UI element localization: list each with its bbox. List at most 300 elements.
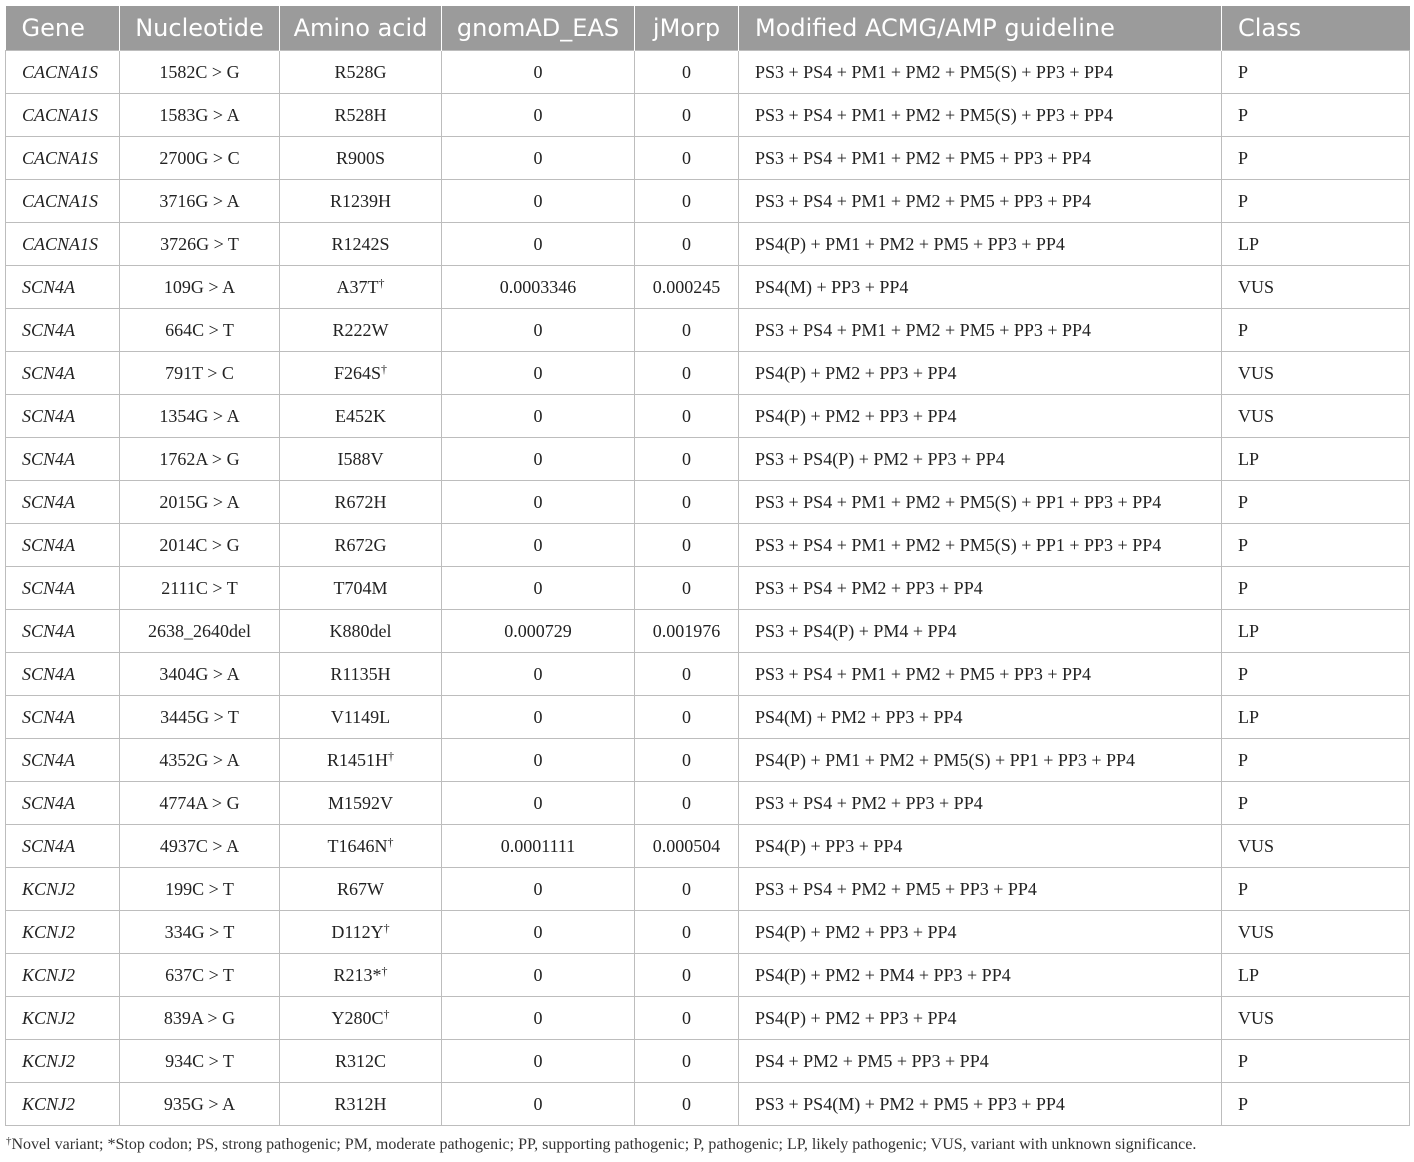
cell-gene-text: CACNA1S [22, 147, 99, 168]
cell-gene [6, 954, 120, 997]
footnote-mark: † [6, 1135, 12, 1147]
cell-amino-acid [280, 481, 442, 524]
cell-jmorp-text: 0 [682, 749, 691, 770]
cell-class-text: P [1238, 1050, 1249, 1071]
cell-gnomad-eas [442, 1083, 635, 1126]
cell-gene [6, 481, 120, 524]
cell-guideline-text: PS4(P) + PM2 + PP3 + PP4 [755, 1007, 957, 1028]
cell-amino-acid-text: Y280C [331, 1007, 384, 1028]
cell-amino-acid-text: T704M [333, 577, 388, 598]
cell-nucleotide-text: 1582C > G [159, 61, 240, 82]
cell-nucleotide-text: 934C > T [165, 1050, 234, 1071]
cell-class-text: P [1238, 1093, 1249, 1114]
cell-gene [6, 223, 120, 266]
cell-nucleotide [120, 696, 280, 739]
cell-jmorp [635, 180, 739, 223]
cell-guideline-text: PS3 + PS4(M) + PM2 + PM5 + PP3 + PP4 [755, 1093, 1065, 1114]
cell-jmorp-text: 0 [682, 663, 691, 684]
cell-jmorp-text: 0 [682, 792, 691, 813]
cell-class [1222, 1083, 1410, 1126]
cell-gnomad-eas [442, 180, 635, 223]
cell-class [1222, 137, 1410, 180]
cell-nucleotide [120, 997, 280, 1040]
cell-jmorp [635, 1083, 739, 1126]
cell-guideline-text: PS3 + PS4 + PM1 + PM2 + PM5 + PP3 + PP4 [755, 147, 1092, 168]
cell-nucleotide [120, 1083, 280, 1126]
cell-gnomad-eas-text: 0 [533, 1007, 543, 1028]
cell-amino-acid [280, 610, 442, 653]
cell-nucleotide [120, 1040, 280, 1083]
cell-guideline-text: PS3 + PS4 + PM1 + PM2 + PM5(S) + PP1 + PP3 + PP4 [755, 534, 1162, 555]
cell-class-text: P [1238, 577, 1249, 598]
cell-guideline-text: PS3 + PS4 + PM2 + PM5 + PP3 + PP4 [755, 878, 1037, 899]
cell-guideline [739, 137, 1222, 180]
cell-guideline-text: PS4(P) + PM2 + PP3 + PP4 [755, 921, 957, 942]
cell-guideline-text: PS4(M) + PP3 + PP4 [755, 276, 909, 297]
cell-gene [6, 739, 120, 782]
cell-class-text: LP [1238, 233, 1260, 254]
cell-guideline-text: PS4(P) + PM2 + PM4 + PP3 + PP4 [755, 964, 1011, 985]
cell-nucleotide [120, 825, 280, 868]
cell-class-text: LP [1238, 706, 1260, 727]
cell-gnomad-eas [442, 266, 635, 309]
variant-table [5, 6, 1410, 1126]
cell-gnomad-eas [442, 137, 635, 180]
cell-amino-acid-text: R528H [334, 104, 387, 125]
cell-guideline [739, 610, 1222, 653]
cell-nucleotide-text: 2700G > C [159, 147, 240, 168]
cell-gnomad-eas-text: 0 [533, 104, 543, 125]
cell-gnomad-eas-text: 0 [533, 1050, 543, 1071]
cell-amino-acid-text: I588V [337, 448, 384, 469]
cell-nucleotide-text: 4937C > A [159, 835, 240, 856]
cell-gnomad-eas [442, 868, 635, 911]
cell-guideline-text: PS3 + PS4 + PM1 + PM2 + PM5 + PP3 + PP4 [755, 663, 1092, 684]
cell-class [1222, 782, 1410, 825]
cell-nucleotide [120, 524, 280, 567]
cell-guideline-text: PS3 + PS4 + PM2 + PP3 + PP4 [755, 577, 983, 598]
cell-class [1222, 911, 1410, 954]
cell-gnomad-eas [442, 997, 635, 1040]
cell-jmorp [635, 653, 739, 696]
cell-guideline-text: PS4(P) + PM1 + PM2 + PM5(S) + PP1 + PP3 + PP4 [755, 749, 1136, 770]
table-row [6, 51, 1410, 94]
cell-amino-acid-text: E452K [335, 405, 386, 426]
cell-jmorp-text: 0 [682, 964, 691, 985]
cell-gene-text: CACNA1S [22, 104, 99, 125]
cell-nucleotide-text: 199C > T [165, 878, 234, 899]
cell-nucleotide [120, 94, 280, 137]
cell-guideline [739, 309, 1222, 352]
table-row [6, 94, 1410, 137]
cell-class [1222, 954, 1410, 997]
cell-class [1222, 352, 1410, 395]
table-row [6, 266, 1410, 309]
cell-gene-text: SCN4A [22, 706, 76, 727]
table-row [6, 223, 1410, 266]
cell-gnomad-eas-text: 0 [533, 663, 543, 684]
cell-amino-acid [280, 438, 442, 481]
cell-gene [6, 1040, 120, 1083]
cell-nucleotide-text: 839A > G [163, 1007, 236, 1028]
cell-gnomad-eas [442, 309, 635, 352]
cell-class-text: VUS [1238, 835, 1275, 856]
cell-guideline [739, 94, 1222, 137]
cell-gnomad-eas-text: 0.000729 [504, 620, 572, 641]
cell-guideline [739, 180, 1222, 223]
cell-gnomad-eas [442, 825, 635, 868]
cell-gnomad-eas-text: 0 [533, 1093, 543, 1114]
cell-nucleotide-text: 791T > C [165, 362, 234, 383]
cell-amino-acid [280, 868, 442, 911]
cell-gnomad-eas-text: 0 [533, 534, 543, 555]
cell-gene [6, 94, 120, 137]
cell-guideline-text: PS4 + PM2 + PM5 + PP3 + PP4 [755, 1050, 989, 1071]
cell-amino-acid [280, 1040, 442, 1083]
cell-amino-acid-text: V1149L [330, 706, 391, 727]
cell-gnomad-eas [442, 94, 635, 137]
table-row [6, 1040, 1410, 1083]
cell-amino-acid-text: M1592V [327, 792, 393, 813]
cell-jmorp [635, 782, 739, 825]
cell-gnomad-eas [442, 352, 635, 395]
cell-gene-text: SCN4A [22, 405, 76, 426]
cell-class-text: P [1238, 534, 1249, 555]
cell-gnomad-eas-text: 0 [533, 706, 543, 727]
cell-class [1222, 438, 1410, 481]
cell-gene-text: SCN4A [22, 792, 76, 813]
table-row [6, 180, 1410, 223]
cell-gnomad-eas-text: 0 [533, 61, 543, 82]
cell-gene-text: SCN4A [22, 835, 76, 856]
cell-gnomad-eas-text: 0 [533, 577, 543, 598]
cell-class-text: P [1238, 792, 1249, 813]
header-amino-acid: Amino acid [280, 6, 442, 51]
cell-gnomad-eas [442, 739, 635, 782]
cell-gnomad-eas [442, 911, 635, 954]
cell-class [1222, 524, 1410, 567]
cell-class [1222, 1040, 1410, 1083]
cell-gene [6, 180, 120, 223]
cell-guideline [739, 825, 1222, 868]
cell-class [1222, 51, 1410, 94]
cell-nucleotide [120, 567, 280, 610]
cell-gnomad-eas-text: 0 [533, 491, 543, 512]
cell-nucleotide [120, 352, 280, 395]
cell-amino-acid-text: R213* [333, 964, 382, 985]
cell-gene-text: CACNA1S [22, 61, 99, 82]
cell-amino-acid [280, 911, 442, 954]
novel-variant-mark: † [388, 748, 394, 763]
cell-gene [6, 1083, 120, 1126]
cell-jmorp-text: 0.000504 [652, 835, 721, 856]
table-row [6, 438, 1410, 481]
cell-guideline-text: PS4(P) + PM2 + PP3 + PP4 [755, 362, 957, 383]
cell-jmorp-text: 0 [682, 491, 691, 512]
cell-gnomad-eas-text: 0 [533, 147, 543, 168]
cell-amino-acid-text: R1135H [330, 663, 391, 684]
cell-amino-acid [280, 352, 442, 395]
cell-jmorp-text: 0 [682, 61, 691, 82]
cell-gnomad-eas-text: 0 [533, 964, 543, 985]
cell-jmorp [635, 266, 739, 309]
cell-amino-acid-text: R1239H [329, 190, 391, 211]
cell-amino-acid [280, 180, 442, 223]
cell-gnomad-eas-text: 0 [533, 319, 543, 340]
cell-nucleotide-text: 637C > T [165, 964, 234, 985]
cell-gnomad-eas [442, 610, 635, 653]
table-row [6, 137, 1410, 180]
cell-nucleotide-text: 3404G > A [159, 663, 240, 684]
cell-amino-acid-text: A37T [336, 276, 379, 297]
cell-gene [6, 309, 120, 352]
cell-jmorp [635, 610, 739, 653]
cell-gnomad-eas [442, 782, 635, 825]
cell-amino-acid [280, 653, 442, 696]
cell-class-text: VUS [1238, 362, 1275, 383]
cell-class-text: LP [1238, 448, 1260, 469]
cell-amino-acid-text: R312H [334, 1093, 387, 1114]
cell-gnomad-eas-text: 0 [533, 921, 543, 942]
cell-class-text: VUS [1238, 405, 1275, 426]
cell-gnomad-eas [442, 51, 635, 94]
novel-variant-mark: † [378, 275, 385, 290]
cell-gene-text: KCNJ2 [22, 1093, 76, 1114]
cell-amino-acid [280, 94, 442, 137]
cell-gnomad-eas-text: 0 [533, 448, 543, 469]
cell-jmorp-text: 0 [682, 1007, 691, 1028]
cell-jmorp [635, 954, 739, 997]
cell-nucleotide-text: 664C > T [165, 319, 234, 340]
cell-gene [6, 51, 120, 94]
cell-nucleotide-text: 1583G > A [159, 104, 240, 125]
cell-amino-acid-text: D112Y [331, 921, 384, 942]
cell-gnomad-eas-text: 0 [533, 362, 543, 383]
cell-jmorp-text: 0 [682, 706, 691, 727]
cell-class [1222, 567, 1410, 610]
cell-jmorp-text: 0 [682, 362, 691, 383]
table-row [6, 610, 1410, 653]
cell-class [1222, 309, 1410, 352]
table-row [6, 696, 1410, 739]
cell-nucleotide [120, 911, 280, 954]
cell-jmorp-text: 0 [682, 878, 691, 899]
cell-guideline-text: PS4(P) + PM1 + PM2 + PM5 + PP3 + PP4 [755, 233, 1065, 254]
cell-gnomad-eas-text: 0 [533, 749, 543, 770]
cell-class [1222, 223, 1410, 266]
cell-class [1222, 180, 1410, 223]
cell-gnomad-eas [442, 696, 635, 739]
cell-jmorp [635, 395, 739, 438]
cell-guideline [739, 911, 1222, 954]
cell-guideline [739, 481, 1222, 524]
cell-guideline-text: PS3 + PS4 + PM1 + PM2 + PM5(S) + PP1 + PP3 + PP4 [755, 491, 1162, 512]
cell-guideline [739, 524, 1222, 567]
cell-class [1222, 610, 1410, 653]
cell-nucleotide [120, 954, 280, 997]
cell-jmorp-text: 0 [682, 319, 691, 340]
cell-class-text: LP [1238, 964, 1260, 985]
cell-nucleotide [120, 51, 280, 94]
cell-gene-text: SCN4A [22, 534, 76, 555]
cell-guideline [739, 438, 1222, 481]
cell-jmorp [635, 739, 739, 782]
cell-jmorp [635, 223, 739, 266]
cell-nucleotide-text: 2014C > G [159, 534, 240, 555]
cell-gene [6, 266, 120, 309]
table-header-row [6, 6, 1410, 51]
table-row [6, 782, 1410, 825]
cell-guideline [739, 782, 1222, 825]
cell-jmorp [635, 868, 739, 911]
cell-jmorp-text: 0 [682, 448, 691, 469]
cell-class [1222, 94, 1410, 137]
cell-nucleotide [120, 223, 280, 266]
cell-guideline [739, 1083, 1222, 1126]
cell-jmorp-text: 0 [682, 577, 691, 598]
cell-gene-text: SCN4A [22, 448, 76, 469]
header-guideline: Modified ACMG/AMP guideline [739, 6, 1222, 51]
cell-jmorp-text: 0 [682, 921, 691, 942]
table-row [6, 352, 1410, 395]
cell-amino-acid-text: R672G [334, 534, 387, 555]
cell-gnomad-eas [442, 954, 635, 997]
cell-class-text: P [1238, 190, 1249, 211]
cell-nucleotide-text: 4352G > A [159, 749, 240, 770]
cell-gene-text: KCNJ2 [22, 964, 76, 985]
table-row [6, 825, 1410, 868]
cell-gnomad-eas [442, 524, 635, 567]
cell-gene [6, 610, 120, 653]
cell-nucleotide-text: 109G > A [163, 276, 236, 297]
cell-gene-text: CACNA1S [22, 233, 99, 254]
cell-guideline-text: PS3 + PS4(P) + PM2 + PP3 + PP4 [755, 448, 1005, 469]
cell-class-text: VUS [1238, 921, 1275, 942]
cell-jmorp [635, 997, 739, 1040]
cell-class-text: P [1238, 104, 1249, 125]
cell-amino-acid-text: R312C [334, 1050, 386, 1071]
cell-nucleotide-text: 1354G > A [159, 405, 240, 426]
cell-jmorp [635, 524, 739, 567]
cell-gene [6, 395, 120, 438]
cell-gnomad-eas [442, 438, 635, 481]
cell-amino-acid [280, 567, 442, 610]
cell-guideline [739, 51, 1222, 94]
cell-gene [6, 825, 120, 868]
cell-gene-text: SCN4A [22, 663, 76, 684]
cell-nucleotide [120, 309, 280, 352]
cell-jmorp [635, 1040, 739, 1083]
table-footnote [6, 1136, 1406, 1154]
cell-nucleotide [120, 137, 280, 180]
cell-class-text: P [1238, 61, 1249, 82]
cell-gene-text: CACNA1S [22, 190, 99, 211]
cell-nucleotide [120, 395, 280, 438]
cell-guideline [739, 352, 1222, 395]
cell-gene-text: SCN4A [22, 749, 76, 770]
table-row [6, 524, 1410, 567]
cell-guideline-text: PS3 + PS4 + PM1 + PM2 + PM5 + PP3 + PP4 [755, 190, 1092, 211]
cell-guideline [739, 653, 1222, 696]
cell-amino-acid-text: R1242S [331, 233, 390, 254]
header-gene: Gene [6, 6, 120, 51]
cell-gnomad-eas-text: 0 [533, 190, 543, 211]
novel-variant-mark: † [381, 361, 388, 376]
cell-guideline-text: PS3 + PS4 + PM1 + PM2 + PM5(S) + PP3 + PP4 [755, 104, 1114, 125]
table-body [6, 51, 1410, 1126]
novel-variant-mark: † [383, 1006, 390, 1021]
table-row [6, 1083, 1410, 1126]
table-row [6, 309, 1410, 352]
header-gnomad-eas: gnomAD_EAS [442, 6, 635, 51]
cell-class-text: VUS [1238, 276, 1275, 297]
cell-gene [6, 567, 120, 610]
cell-class [1222, 653, 1410, 696]
cell-amino-acid [280, 395, 442, 438]
cell-nucleotide [120, 180, 280, 223]
cell-guideline-text: PS3 + PS4(P) + PM4 + PP4 [755, 620, 957, 641]
cell-gnomad-eas-text: 0.0003346 [499, 276, 577, 297]
cell-guideline [739, 266, 1222, 309]
cell-class [1222, 825, 1410, 868]
cell-jmorp [635, 137, 739, 180]
table-row [6, 739, 1410, 782]
cell-amino-acid [280, 51, 442, 94]
cell-gnomad-eas-text: 0.0001111 [500, 835, 576, 856]
table-row [6, 954, 1410, 997]
cell-guideline [739, 1040, 1222, 1083]
cell-jmorp-text: 0.001976 [652, 620, 721, 641]
cell-jmorp-text: 0 [682, 104, 691, 125]
cell-gene-text: SCN4A [22, 491, 76, 512]
table-row [6, 395, 1410, 438]
cell-class-text: P [1238, 319, 1249, 340]
cell-guideline-text: PS3 + PS4 + PM2 + PP3 + PP4 [755, 792, 983, 813]
cell-class-text: P [1238, 663, 1249, 684]
cell-nucleotide [120, 653, 280, 696]
cell-guideline-text: PS4(M) + PM2 + PP3 + PP4 [755, 706, 963, 727]
cell-guideline [739, 997, 1222, 1040]
cell-gene-text: SCN4A [22, 620, 76, 641]
cell-guideline-text: PS3 + PS4 + PM1 + PM2 + PM5 + PP3 + PP4 [755, 319, 1092, 340]
cell-amino-acid [280, 223, 442, 266]
cell-nucleotide [120, 739, 280, 782]
cell-nucleotide-text: 3726G > T [160, 233, 239, 254]
cell-class [1222, 696, 1410, 739]
cell-nucleotide-text: 334G > T [164, 921, 235, 942]
cell-nucleotide [120, 266, 280, 309]
cell-guideline [739, 223, 1222, 266]
cell-nucleotide [120, 610, 280, 653]
cell-amino-acid [280, 954, 442, 997]
cell-jmorp-text: 0 [682, 1093, 691, 1114]
cell-amino-acid-text: R672H [334, 491, 387, 512]
cell-amino-acid [280, 997, 442, 1040]
cell-gene [6, 653, 120, 696]
cell-nucleotide-text: 1762A > G [159, 448, 240, 469]
novel-variant-mark: † [387, 834, 394, 849]
novel-variant-mark: † [381, 963, 388, 978]
cell-guideline-text: PS3 + PS4 + PM1 + PM2 + PM5(S) + PP3 + PP4 [755, 61, 1114, 82]
cell-gnomad-eas-text: 0 [533, 792, 543, 813]
cell-amino-acid-text: R528G [334, 61, 387, 82]
cell-guideline-text: PS4(P) + PP3 + PP4 [755, 835, 903, 856]
cell-jmorp [635, 911, 739, 954]
cell-guideline-text: PS4(P) + PM2 + PP3 + PP4 [755, 405, 957, 426]
cell-amino-acid [280, 524, 442, 567]
cell-jmorp-text: 0 [682, 1050, 691, 1071]
cell-jmorp-text: 0 [682, 233, 691, 254]
